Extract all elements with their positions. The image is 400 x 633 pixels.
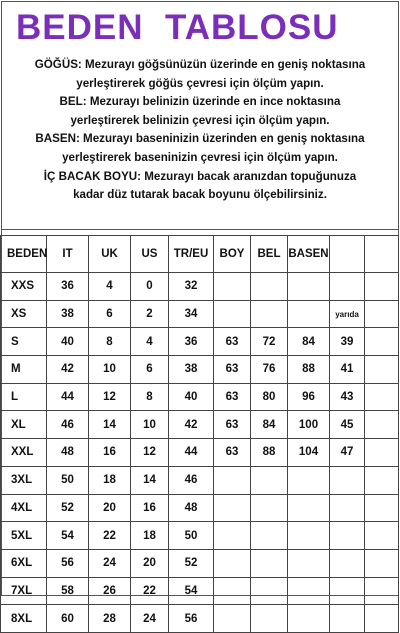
table-row	[1, 411, 399, 439]
table-cell: 56	[169, 605, 214, 633]
table-cell: 4XL	[1, 494, 47, 522]
table-cell: 6XL	[1, 549, 47, 577]
table-cell: 42	[47, 356, 89, 384]
page-title: BEDEN TABLOSU	[16, 8, 339, 47]
table-cell: 5XL	[1, 522, 47, 550]
table-cell	[365, 549, 399, 577]
table-cell: 41	[330, 356, 365, 384]
table-cell: 54	[169, 577, 214, 605]
table-cell	[365, 577, 399, 605]
table-row	[1, 356, 399, 384]
table-cell: 63	[214, 383, 251, 411]
table-cell: 34	[169, 300, 214, 328]
table-cell: 28	[89, 605, 131, 633]
table-cell: 96	[288, 383, 330, 411]
table-cell: 47	[330, 439, 365, 467]
table-cell: 16	[89, 439, 131, 467]
table-cell: 42	[169, 411, 214, 439]
table-cell: 4	[131, 328, 169, 356]
table-cell: 80	[251, 383, 288, 411]
table-cell	[214, 466, 251, 494]
table-cell: 18	[89, 466, 131, 494]
table-row	[1, 328, 399, 356]
size-table	[0, 235, 399, 633]
table-cell: 8	[89, 328, 131, 356]
column-header: IT	[47, 236, 89, 273]
table-cell	[330, 273, 365, 301]
table-cell	[330, 522, 365, 550]
table-cell	[251, 466, 288, 494]
table-cell: 38	[169, 356, 214, 384]
table-row	[1, 605, 399, 633]
table-note: yarıda	[335, 310, 359, 320]
table-cell: 0	[131, 273, 169, 301]
table-cell: 20	[131, 549, 169, 577]
table-row	[1, 273, 399, 301]
table-cell	[288, 522, 330, 550]
table-cell: 63	[214, 356, 251, 384]
table-cell: S	[1, 328, 47, 356]
instructions-header	[2, 2, 398, 230]
table-cell: 12	[89, 383, 131, 411]
table-cell: 40	[169, 383, 214, 411]
table-cell: 32	[169, 273, 214, 301]
table-cell: 48	[47, 439, 89, 467]
instruction-line: kadar düz tutarak bacak boyunu ölçebilirsiniz.	[73, 188, 327, 202]
table-row	[1, 577, 399, 605]
table-cell: 46	[169, 466, 214, 494]
table-cell: 104	[288, 439, 330, 467]
table-cell: 20	[89, 494, 131, 522]
table-cell	[330, 466, 365, 494]
table-cell	[365, 605, 399, 633]
table-cell	[288, 300, 330, 328]
table-cell: 84	[251, 411, 288, 439]
table-cell	[214, 522, 251, 550]
table-cell	[288, 466, 330, 494]
table-cell: 44	[169, 439, 214, 467]
table-cell	[330, 577, 365, 605]
table-cell: 63	[214, 439, 251, 467]
instruction-line: BEL: Mezurayı belinizin üzerinde en ince noktasına	[59, 95, 341, 109]
table-cell: 8	[131, 383, 169, 411]
table-cell: 22	[89, 522, 131, 550]
table-cell: 40	[47, 328, 89, 356]
table-cell: 24	[131, 605, 169, 633]
table-cell: M	[1, 356, 47, 384]
table-cell	[251, 300, 288, 328]
table-cell: 72	[251, 328, 288, 356]
table-row	[1, 522, 399, 550]
table-cell	[214, 300, 251, 328]
table-cell	[288, 577, 330, 605]
table-cell	[365, 300, 399, 328]
table-cell	[251, 273, 288, 301]
table-cell: 50	[47, 466, 89, 494]
table-row	[1, 494, 399, 522]
table-cell: 36	[169, 328, 214, 356]
table-cell: 6	[89, 300, 131, 328]
table-cell	[251, 549, 288, 577]
table-cell: 22	[131, 577, 169, 605]
table-cell: 12	[131, 439, 169, 467]
table-cell: XS	[1, 300, 47, 328]
table-cell: 48	[169, 494, 214, 522]
column-header	[330, 236, 365, 273]
table-cell	[365, 466, 399, 494]
table-cell: 26	[89, 577, 131, 605]
column-header	[365, 236, 399, 273]
table-cell: 2	[131, 300, 169, 328]
table-cell: 58	[47, 577, 89, 605]
column-header: BOY	[214, 236, 251, 273]
table-cell	[288, 273, 330, 301]
instruction-line: yerleştirerek baseninizin çevresi için ölçüm yapın.	[62, 150, 338, 164]
table-cell: 45	[330, 411, 365, 439]
table-cell: 52	[47, 494, 89, 522]
table-cell: 84	[288, 328, 330, 356]
table-cell: 63	[214, 328, 251, 356]
table-cell	[330, 605, 365, 633]
instruction-line: İÇ BACAK BOYU: Mezurayı bacak aranızdan topuğunuza	[43, 169, 357, 183]
table-cell: 8XL	[1, 605, 47, 633]
table-cell: 14	[89, 411, 131, 439]
instruction-line: yerleştirerek belinizin çevresi için ölçüm yapın.	[70, 113, 330, 127]
column-header: UK	[89, 236, 131, 273]
table-cell: 7XL	[1, 577, 47, 605]
table-cell: 16	[131, 494, 169, 522]
table-cell	[214, 577, 251, 605]
table-cell: 88	[288, 356, 330, 384]
table-row	[1, 383, 399, 411]
table-cell: 43	[330, 383, 365, 411]
table-cell	[288, 549, 330, 577]
table-cell: 4	[89, 273, 131, 301]
table-cell	[330, 300, 365, 328]
table-cell	[365, 328, 399, 356]
table-cell	[365, 273, 399, 301]
table-cell	[365, 356, 399, 384]
column-header: US	[131, 236, 169, 273]
column-header: TR/EU	[169, 236, 214, 273]
table-cell: 18	[131, 522, 169, 550]
table-cell: 38	[47, 300, 89, 328]
table-cell: L	[1, 383, 47, 411]
table-cell	[214, 273, 251, 301]
table-cell	[214, 494, 251, 522]
table-cell: XXS	[1, 273, 47, 301]
instruction-line: BASEN: Mezurayı baseninizin üzerinden en geniş noktasına	[35, 132, 365, 146]
column-header: BEDEN	[1, 236, 47, 273]
column-header: BASEN	[288, 236, 330, 273]
table-cell: 44	[47, 383, 89, 411]
table-cell: 46	[47, 411, 89, 439]
table-cell: 100	[288, 411, 330, 439]
table-cell: XXL	[1, 439, 47, 467]
table-cell	[365, 494, 399, 522]
table-cell: 60	[47, 605, 89, 633]
table-cell: XL	[1, 411, 47, 439]
table-row	[1, 466, 399, 494]
table-cell: 76	[251, 356, 288, 384]
table-row	[1, 300, 399, 328]
table-cell: 63	[214, 411, 251, 439]
table-cell	[251, 605, 288, 633]
table-cell	[330, 494, 365, 522]
table-cell: 56	[47, 549, 89, 577]
table-cell	[365, 383, 399, 411]
table-cell	[214, 605, 251, 633]
table-cell: 50	[169, 522, 214, 550]
table-cell: 6	[131, 356, 169, 384]
table-cell	[214, 549, 251, 577]
table-cell	[365, 411, 399, 439]
column-header: BEL	[251, 236, 288, 273]
table-cell	[365, 522, 399, 550]
table-cell: 10	[131, 411, 169, 439]
table-header-row	[1, 236, 399, 273]
table-cell	[365, 439, 399, 467]
table-cell: 54	[47, 522, 89, 550]
table-cell: 10	[89, 356, 131, 384]
table-cell	[251, 577, 288, 605]
measurement-instructions	[2, 56, 398, 205]
table-cell: 88	[251, 439, 288, 467]
table-cell: 39	[330, 328, 365, 356]
table-row	[1, 549, 399, 577]
table-cell	[251, 494, 288, 522]
table-cell	[288, 494, 330, 522]
instruction-line: GÖĞÜS: Mezurayı göğsünüzün üzerinde en geniş noktasına	[34, 58, 366, 71]
table-cell: 24	[89, 549, 131, 577]
table-cell: 36	[47, 273, 89, 301]
instruction-line: yerleştirerek göğüs çevresi için ölçüm yapın.	[76, 76, 324, 90]
table-cell	[251, 522, 288, 550]
table-cell: 14	[131, 466, 169, 494]
table-row	[1, 439, 399, 467]
table-cell	[288, 605, 330, 633]
table-cell	[330, 549, 365, 577]
table-cell: 3XL	[1, 466, 47, 494]
table-cell: 52	[169, 549, 214, 577]
